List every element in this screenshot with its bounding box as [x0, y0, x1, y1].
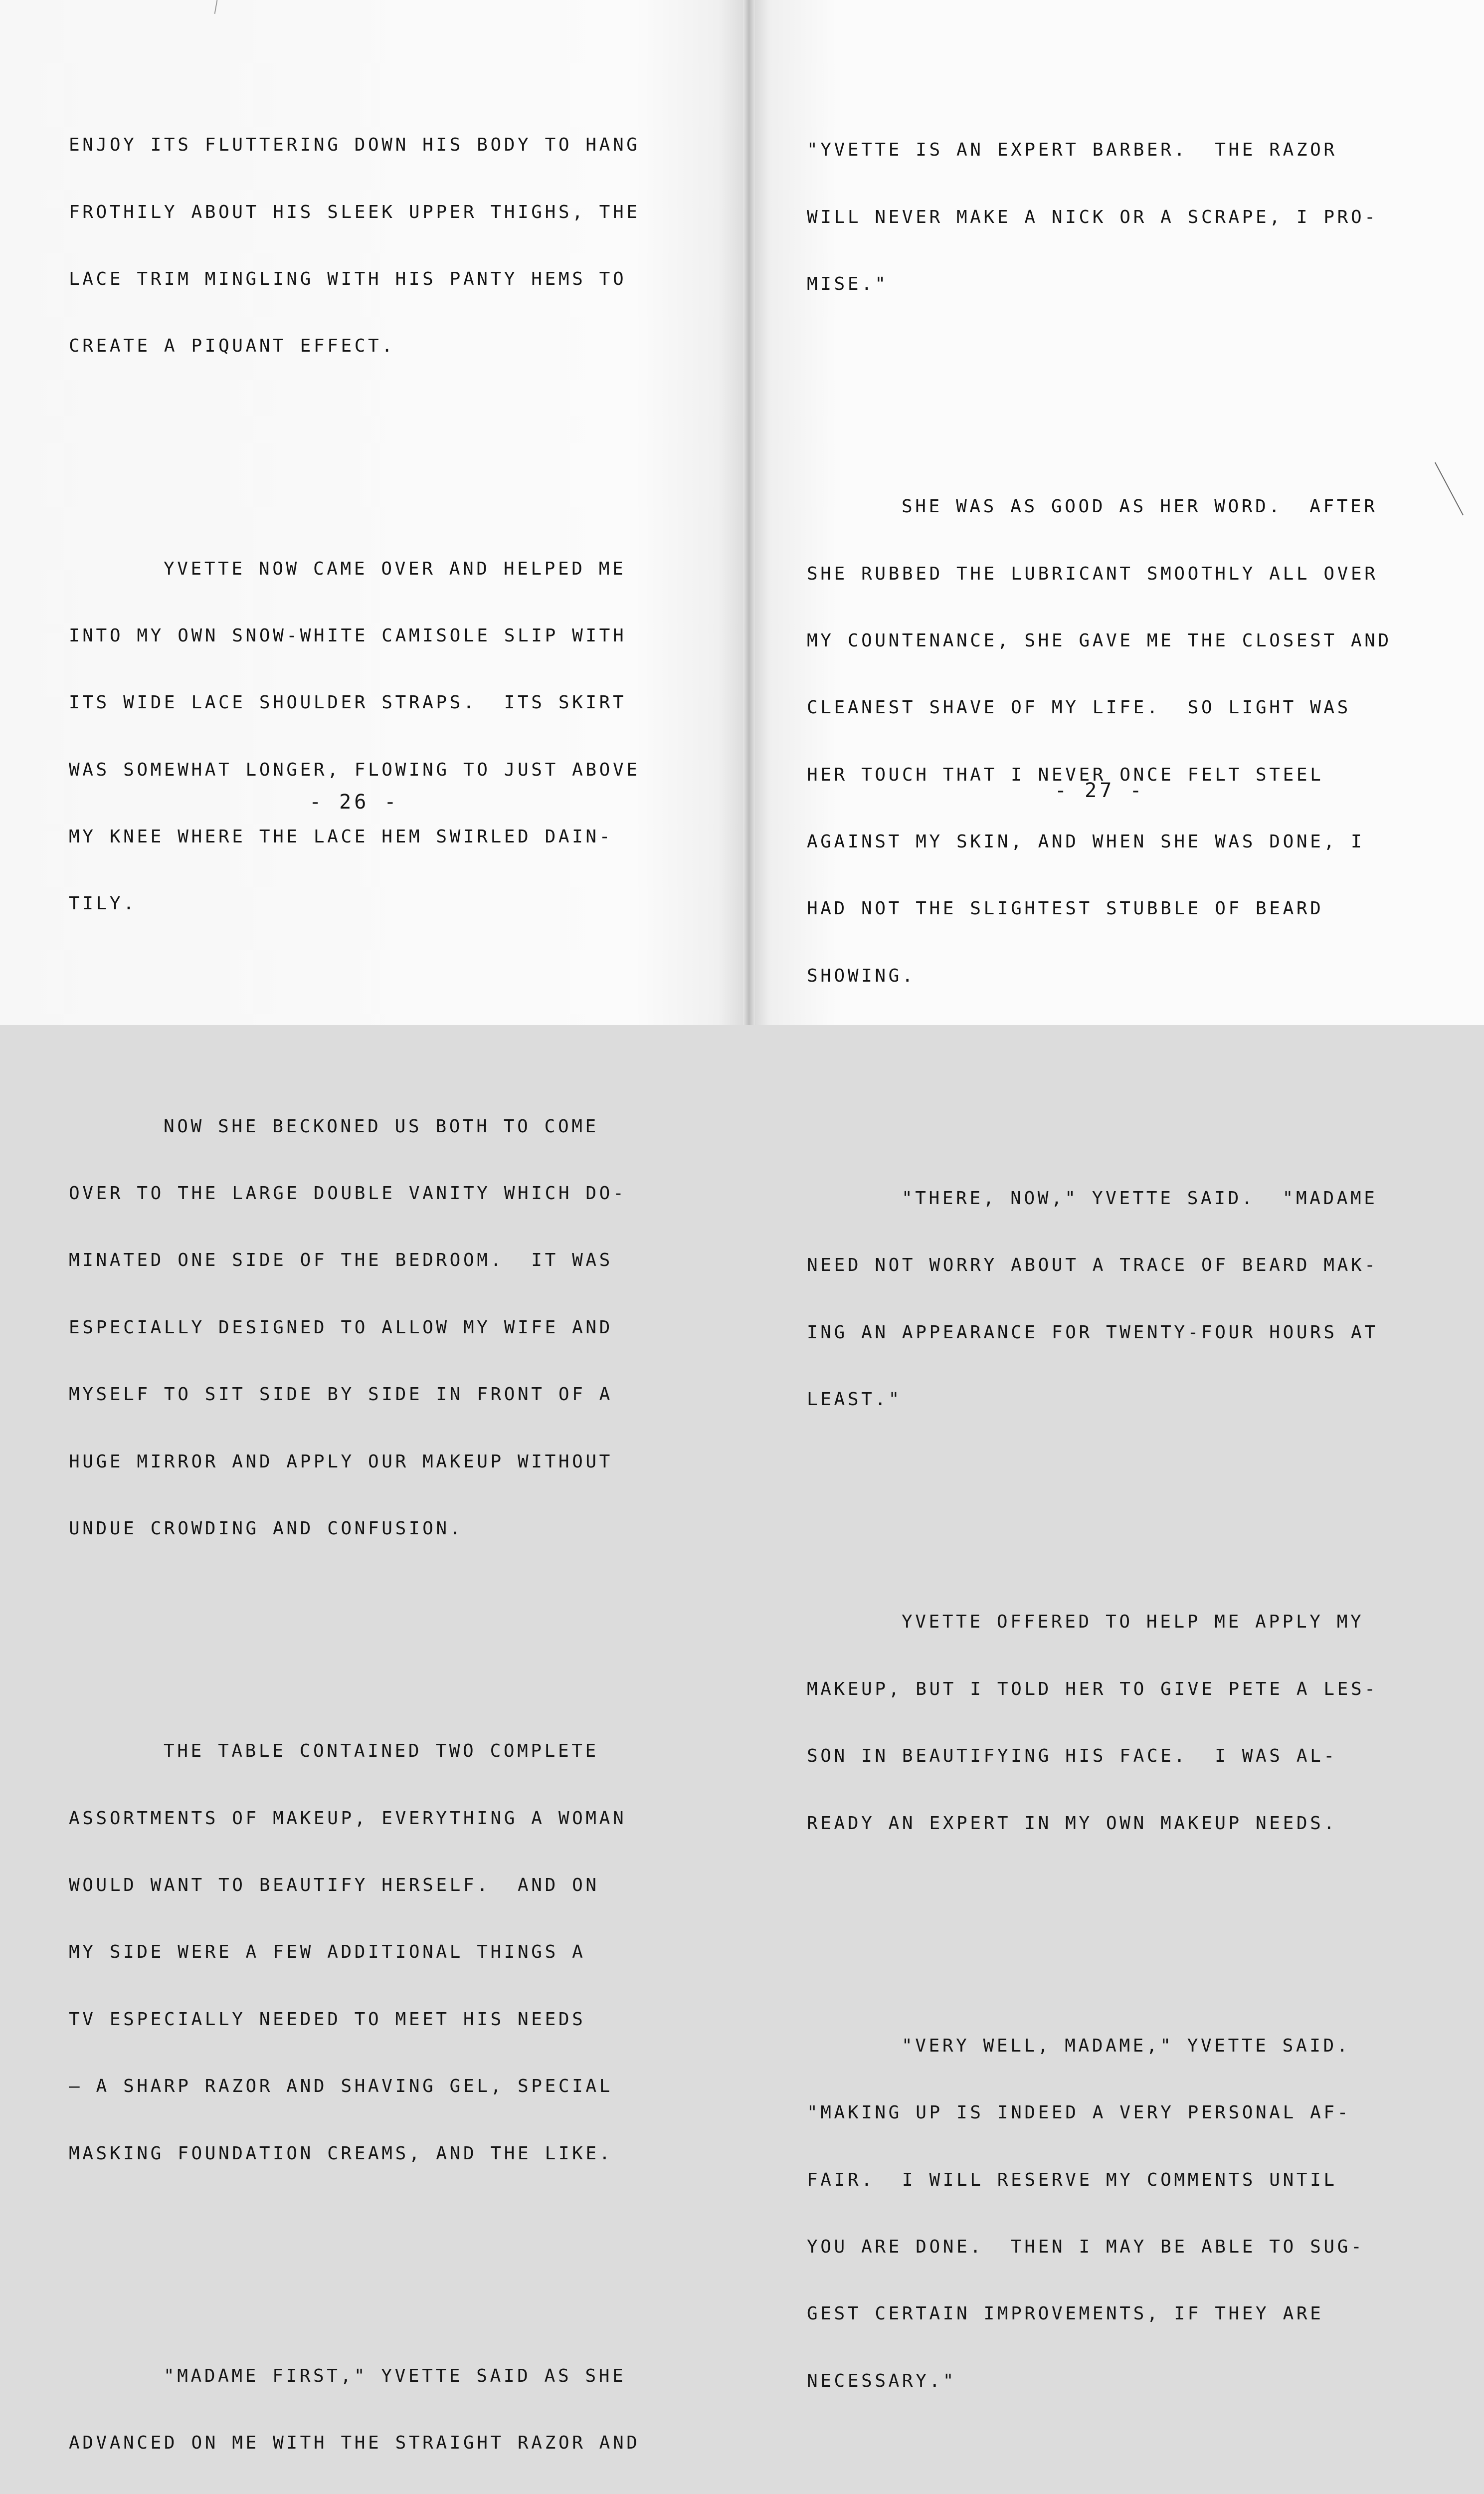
text-line: READY AN EXPERT IN MY OWN MAKEUP NEEDS.: [807, 1813, 1337, 1834]
text-line: AGAINST MY SKIN, AND WHEN SHE WAS DONE, I: [807, 831, 1365, 852]
page-number: - 26 -: [309, 791, 399, 814]
text-line: — A SHARP RAZOR AND SHAVING GEL, SPECIAL: [69, 2076, 613, 2097]
text-line: ASSORTMENTS OF MAKEUP, EVERYTHING A WOMAN: [69, 1808, 627, 1829]
paragraph: [69, 2320, 640, 2494]
text-line: "MADAME FIRST," YVETTE SAID AS SHE: [164, 2365, 626, 2386]
text-line: WOULD WANT TO BEAUTIFY HERSELF. AND ON: [69, 1874, 599, 1895]
text-line: MYSELF TO SIT SIDE BY SIDE IN FRONT OF A: [69, 1384, 613, 1405]
text-line: WAS SOMEWHAT LONGER, FLOWING TO JUST ABOVE: [69, 759, 640, 780]
text-line: MY SIDE WERE A FEW ADDITIONAL THINGS A: [69, 1942, 586, 1963]
page-number: - 27 -: [1055, 779, 1145, 802]
text-line: CREATE A PIQUANT EFFECT.: [69, 336, 395, 357]
text-line: SHOWING.: [807, 965, 916, 986]
text-line: YOU ARE DONE. THEN I MAY BE ABLE TO SUG-: [807, 2236, 1365, 2257]
text-line: MAKEUP, BUT I TOLD HER TO GIVE PETE A LES-: [807, 1678, 1378, 1699]
paragraph: [69, 90, 640, 403]
left-page-text: [69, 45, 640, 2494]
text-line: ENJOY ITS FLUTTERING DOWN HIS BODY TO HANG: [69, 135, 640, 156]
text-line: NEED NOT WORRY ABOUT A TRACE OF BEARD MAK-: [807, 1255, 1378, 1276]
text-line: TV ESPECIALLY NEEDED TO MEET HIS NEEDS: [69, 2009, 586, 2030]
right-page-text: [807, 50, 1392, 2494]
text-line: HER TOUCH THAT I NEVER ONCE FELT STEEL: [807, 764, 1324, 785]
text-line: YVETTE OFFERED TO HELP ME APPLY MY: [902, 1612, 1364, 1633]
paragraph: [69, 513, 640, 960]
text-line: SON IN BEAUTIFYING HIS FACE. I WAS AL-: [807, 1746, 1337, 1767]
text-line: MY KNEE WHERE THE LACE HEM SWIRLED DAIN-: [69, 827, 613, 847]
text-line: INTO MY OWN SNOW-WHITE CAMISOLE SLIP WITH: [69, 625, 627, 646]
text-line: SHE RUBBED THE LUBRICANT SMOOTHLY ALL OVER: [807, 563, 1378, 584]
text-line: "YVETTE IS AN EXPERT BARBER. THE RAZOR: [807, 140, 1337, 161]
text-line: MISE.": [807, 273, 889, 294]
text-line: NECESSARY.": [807, 2370, 957, 2391]
paragraph: [69, 1071, 640, 1585]
text-line: GEST CERTAIN IMPROVEMENTS, IF THEY ARE: [807, 2303, 1324, 2324]
paragraph: [807, 1990, 1392, 2437]
text-line: ESPECIALLY DESIGNED TO ALLOW MY WIFE AND: [69, 1317, 613, 1338]
text-line: HAD NOT THE SLIGHTEST STUBBLE OF BEARD: [807, 898, 1324, 919]
paragraph: [807, 451, 1392, 1033]
text-line: THE TABLE CONTAINED TWO COMPLETE: [164, 1741, 599, 1762]
text-line: FAIR. I WILL RESERVE MY COMMENTS UNTIL: [807, 2169, 1337, 2190]
text-line: NOW SHE BECKONED US BOTH TO COME: [164, 1116, 599, 1137]
text-line: UNDUE CROWDING AND CONFUSION.: [69, 1518, 463, 1539]
text-line: ING AN APPEARANCE FOR TWENTY-FOUR HOURS AT: [807, 1322, 1378, 1343]
text-line: OVER TO THE LARGE DOUBLE VANITY WHICH DO-: [69, 1183, 627, 1204]
text-line: "MAKING UP IS INDEED A VERY PERSONAL AF-: [807, 2102, 1351, 2123]
text-line: LACE TRIM MINGLING WITH HIS PANTY HEMS TO: [69, 268, 627, 289]
text-line: HUGE MIRROR AND APPLY OUR MAKEUP WITHOUT: [69, 1451, 613, 1472]
text-line: LEAST.": [807, 1389, 902, 1410]
text-line: TILY.: [69, 893, 137, 914]
text-line: WILL NEVER MAKE A NICK OR A SCRAPE, I PRO-: [807, 207, 1378, 227]
paragraph: [807, 1143, 1392, 1455]
text-line: MASKING FOUNDATION CREAMS, AND THE LIKE.: [69, 2143, 613, 2164]
paragraph: [807, 1567, 1392, 1879]
text-line: MY COUNTENANCE, SHE GAVE ME THE CLOSEST AND: [807, 630, 1392, 651]
text-line: CLEANEST SHAVE OF MY LIFE. SO LIGHT WAS: [807, 697, 1351, 718]
book-gutter: [743, 0, 755, 1025]
text-line: "THERE, NOW," YVETTE SAID. "MADAME: [902, 1188, 1378, 1209]
text-line: ITS WIDE LACE SHOULDER STRAPS. ITS SKIRT: [69, 692, 627, 713]
text-line: YVETTE NOW CAME OVER AND HELPED ME: [164, 558, 626, 579]
paragraph: [807, 95, 1392, 341]
text-line: "VERY WELL, MADAME," YVETTE SAID.: [902, 2035, 1351, 2056]
text-line: ADVANCED ON ME WITH THE STRAIGHT RAZOR AND: [69, 2433, 640, 2454]
text-line: FROTHILY ABOUT HIS SLEEK UPPER THIGHS, THE: [69, 202, 640, 222]
paragraph: [69, 1696, 640, 2210]
text-line: SHE WAS AS GOOD AS HER WORD. AFTER: [902, 496, 1378, 517]
text-line: MINATED ONE SIDE OF THE BEDROOM. IT WAS: [69, 1250, 613, 1271]
